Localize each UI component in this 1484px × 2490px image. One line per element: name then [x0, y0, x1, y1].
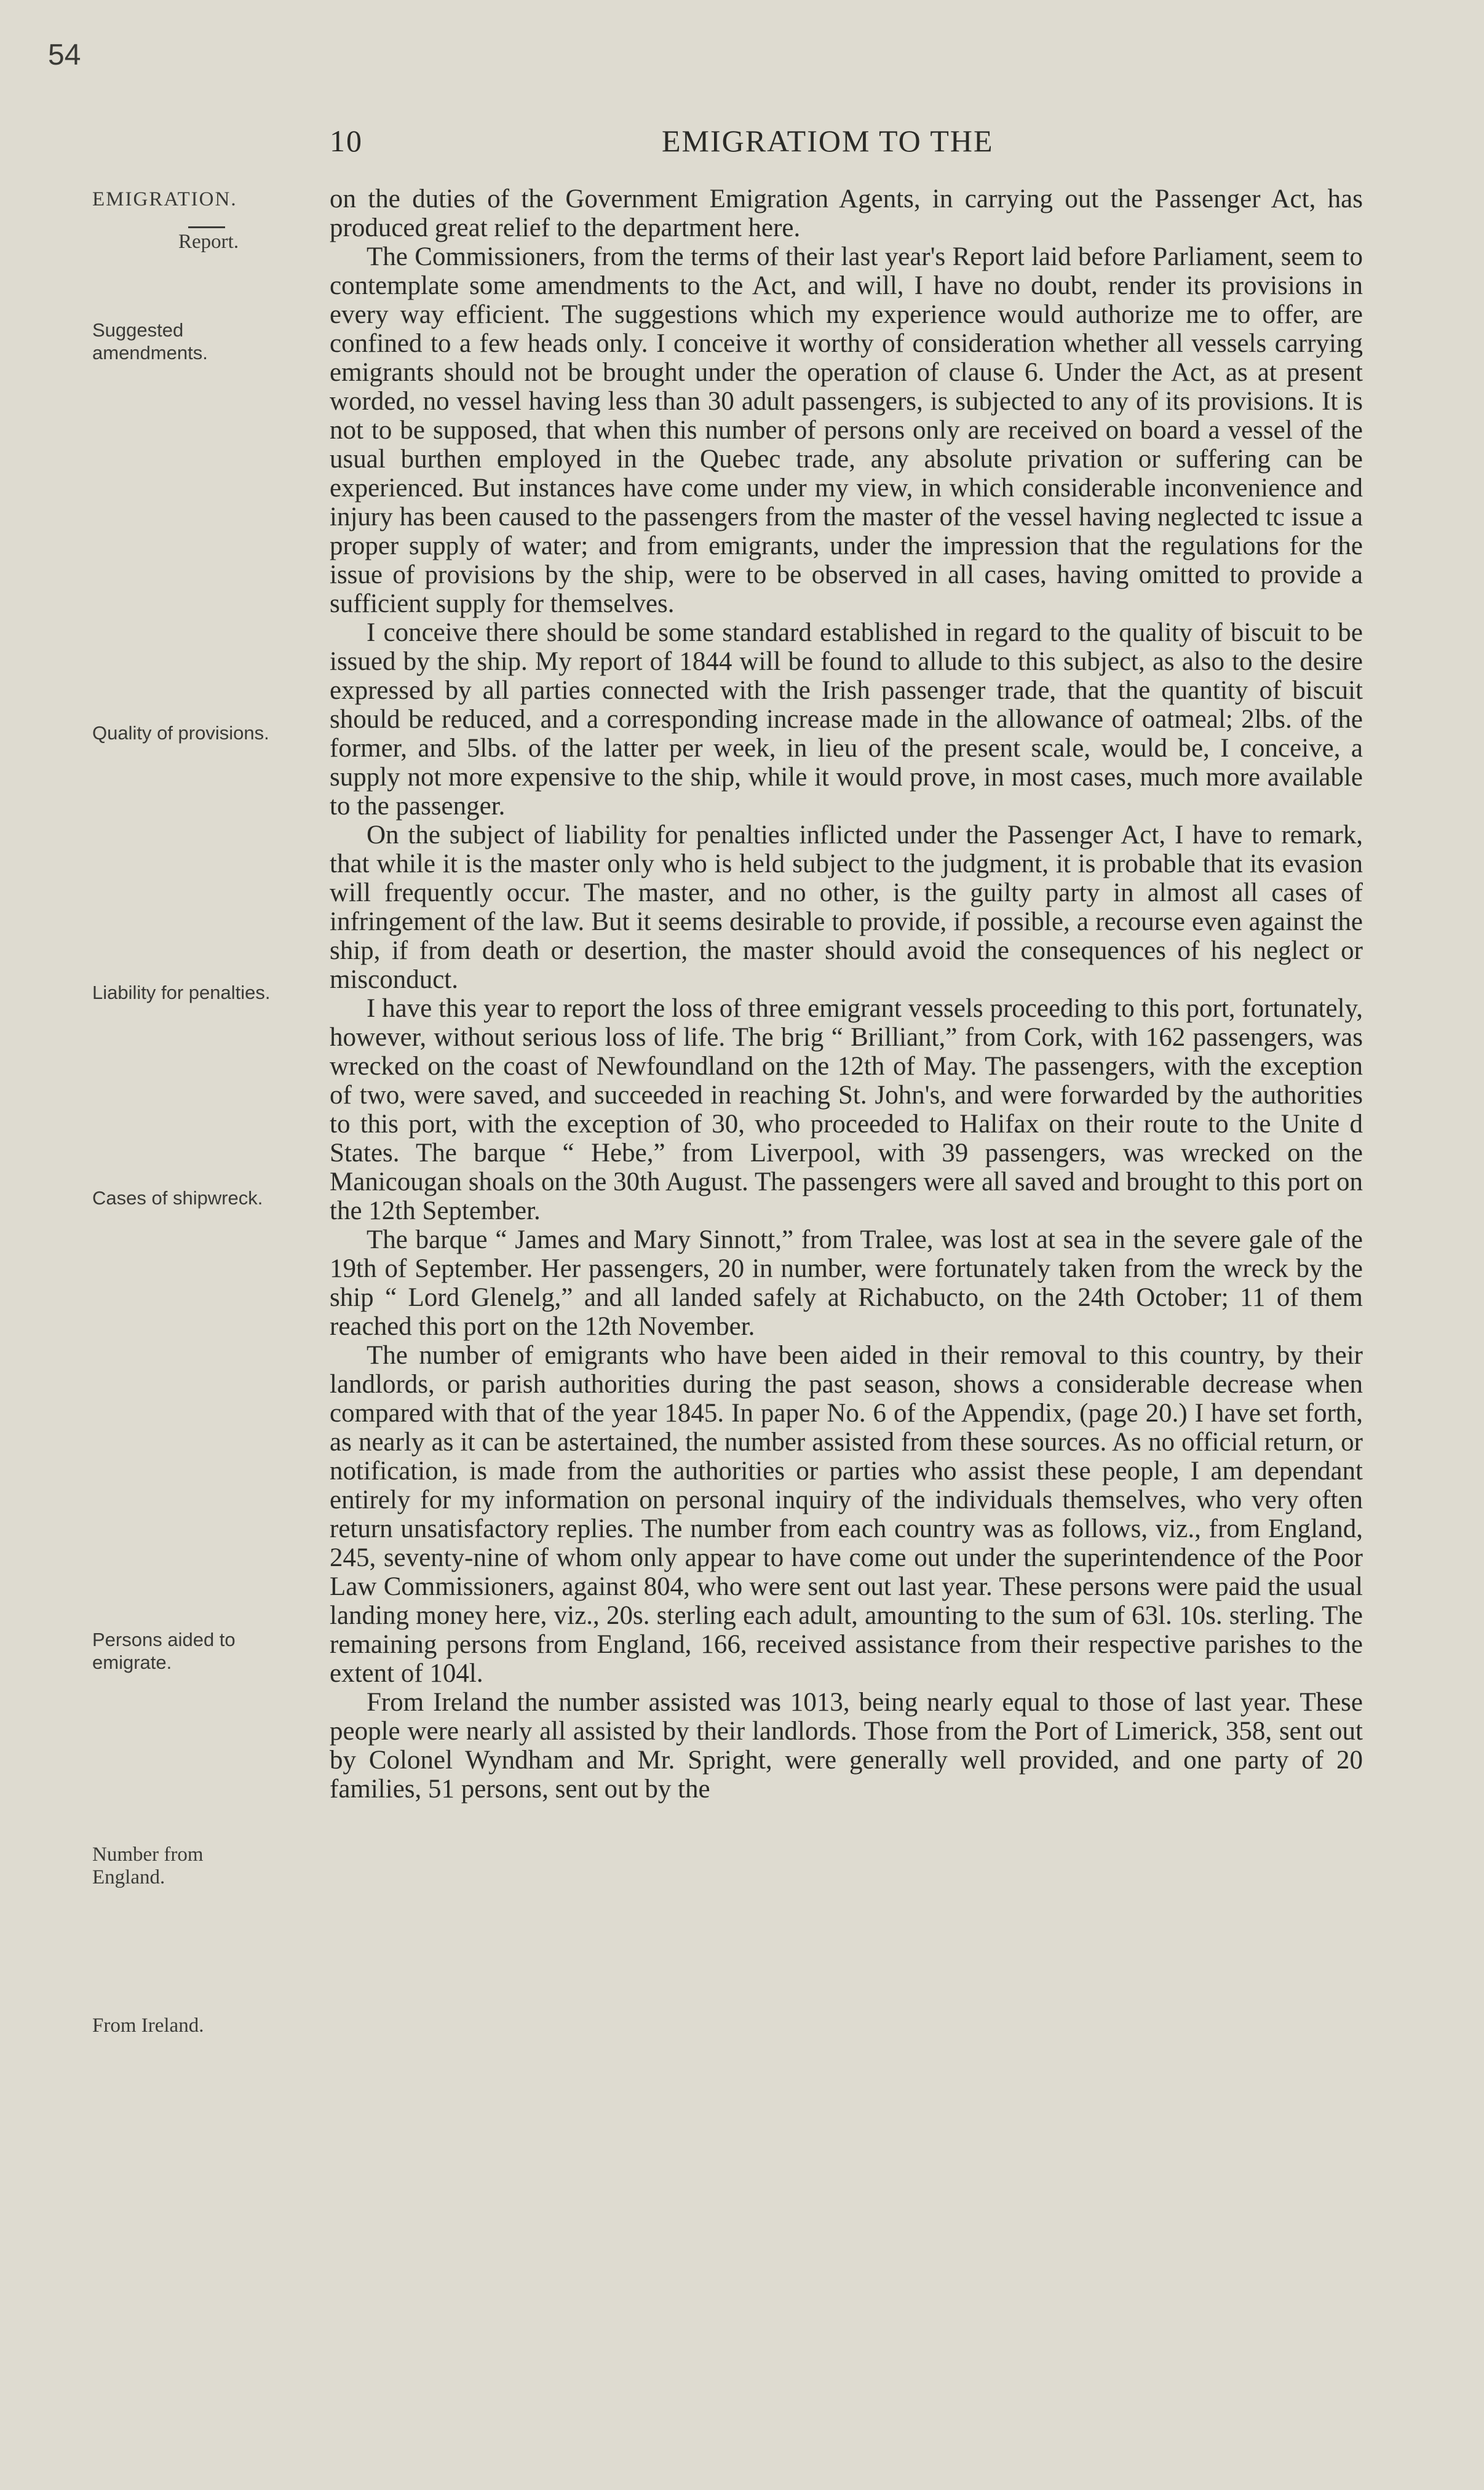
body-text	[330, 185, 1363, 1804]
paragraph-suggested-amendments: The Commissioners, from the terms of their last year's Report laid before Parliament, seem to contemplate some amendments to the Act, and will, I have no doubt, render its provisions in every way efficient. The suggestions which my experience would authorize me to offer, are confined to a few heads only. I conceive it worthy of consideration whether all vessels carrying emigrants should not be brought under the operation of clause 6. Under the Act, as at present worded, no vessel having less than 30 adult passengers, is subjected to any of its provisions. It is not to be supposed, that when this number of persons only are received on board a vessel of the usual burthen employed in the Quebec trade, any absolute privation or suffering can be experienced. But instances have come under my view, in which considerable inconvenience and injury has been caused to the passengers from the master of the vessel having neglected tc issue a proper supply of water; and from emigrants, under the impression that the regulations for the issue of provisions by the ship, were to be observed in all cases, having omitted to provide a sufficient supply for themselves.	[330, 242, 1363, 618]
margin-note-liability-for-penalties: Liability for penalties.	[92, 982, 271, 1003]
scan-folio-number: 54	[48, 39, 81, 71]
paragraph-persons-aided: The number of emigrants who have been aided in their removal to this country, by their landlords, or parish authorities during the past season, shows a considerable decrease when compared with that of the year 1845. In paper No. 6 of the Appendix, (page 20.) I have set forth, as nearly as it can be astertained, the number assisted from these sources. As no official return, or notification, is made from the authorities or parties who assist these people, I am dependant entirely for my information on personal inquiry of the individuals themselves, who very often return unsatisfactory replies. The number from each country was as follows, viz., from England, 245, seventy-nine of whom only appear to have come out under the superintendence of the Poor Law Commissioners, against 804, who were sent out last year. These persons were paid the usual landing money here, viz., 20s. sterling each adult, amounting to the sum of 63l. 10s. sterling. The remaining persons from England, 166, received assistance from their respective parishes to the extent of 104l.	[330, 1341, 1363, 1688]
running-header	[330, 123, 1363, 166]
margin-note-emigration: EMIGRATION.	[92, 188, 237, 210]
page-number: 10	[330, 124, 363, 158]
paragraph-james-and-mary-sinnott: The barque “ James and Mary Sinnott,” from Tralee, was lost at sea in the severe gale of the 19th of September. Her passengers, 20 in number, were fortunately taken from the wreck by the ship “ Lord Glenelg,” and all landed safely at Richabucto, on the 24th October; 11 of them reached this port on the 12th November.	[330, 1225, 1363, 1341]
paragraph-liability-penalties: On the subject of liability for penalties inflicted under the Passenger Act, I have to remark, that while it is the master only who is held subject to the judgment, it is probable that its evasion will frequently occur. The master, and no other, is the guilty party in almost all cases of infringement of the law. But it seems desirable to provide, if possible, a recourse even against the ship, if from death or desertion, the master should avoid the consequences of his neglect or misconduct.	[330, 821, 1363, 994]
margin-note-quality-of-provisions: Quality of provisions.	[92, 722, 269, 744]
running-title: EMIGRATIOM TO THE	[662, 124, 994, 158]
margin-note-number-from-england: Number from England.	[92, 1844, 204, 1888]
margin-note-report: Report.	[178, 226, 418, 253]
margin-note-suggested-amendments: Suggested amendments.	[92, 319, 208, 364]
margin-note-from-ireland: From Ireland.	[92, 2015, 204, 2037]
paragraph-from-ireland: From Ireland the number assisted was 1013, being nearly equal to those of last year. These people were nearly all assisted by their landlords. Those from the Port of Limerick, 358, sent out by Colonel Wyndham and Mr. Spright, were generally well provided, and one party of 20 families, 51 persons, sent out by the	[330, 1688, 1363, 1804]
margin-note-cases-of-shipwreck: Cases of shipwreck.	[92, 1187, 263, 1209]
paragraph-quality-of-biscuit: I conceive there should be some standard established in regard to the quality of biscuit to be issued by the ship. My report of 1844 will be found to allude to this subject, as also to the desire expressed by all parties connected with the Irish passenger trade, that the quantity of biscuit should be reduced, and a corresponding increase made in the allowance of oatmeal; 2lbs. of the former, and 5lbs. of the latter per week, in lieu of the present scale, would be, I conceive, a supply not more expensive to the ship, while it would prove, in most cases, much more available to the passenger.	[330, 618, 1363, 821]
divider	[188, 226, 225, 228]
paragraph-agents-duties: on the duties of the Government Emigration Agents, in carrying out the Passenger Act, has produced great relief to the department here.	[330, 185, 1363, 242]
paragraph-shipwrecks: I have this year to report the loss of three emigrant vessels proceeding to this port, fortunately, however, without serious loss of life. The brig “ Brilliant,” from Cork, with 162 passengers, was wrecked on the coast of Newfoundland on the 12th of May. The passengers, with the exception of two, were saved, and succeeded in reaching St. John's, and were forwarded by the authorities to this port, with the exception of 30, who proceeded to Halifax on their route to the Unite d States. The barque “ Hebe,” from Liverpool, with 39 passengers, was wrecked on the Manicougan shoals on the 30th August. The passengers were all saved and brought to this port on the 12th September.	[330, 994, 1363, 1225]
margin-note-persons-aided: Persons aided to emigrate.	[92, 1629, 236, 1673]
